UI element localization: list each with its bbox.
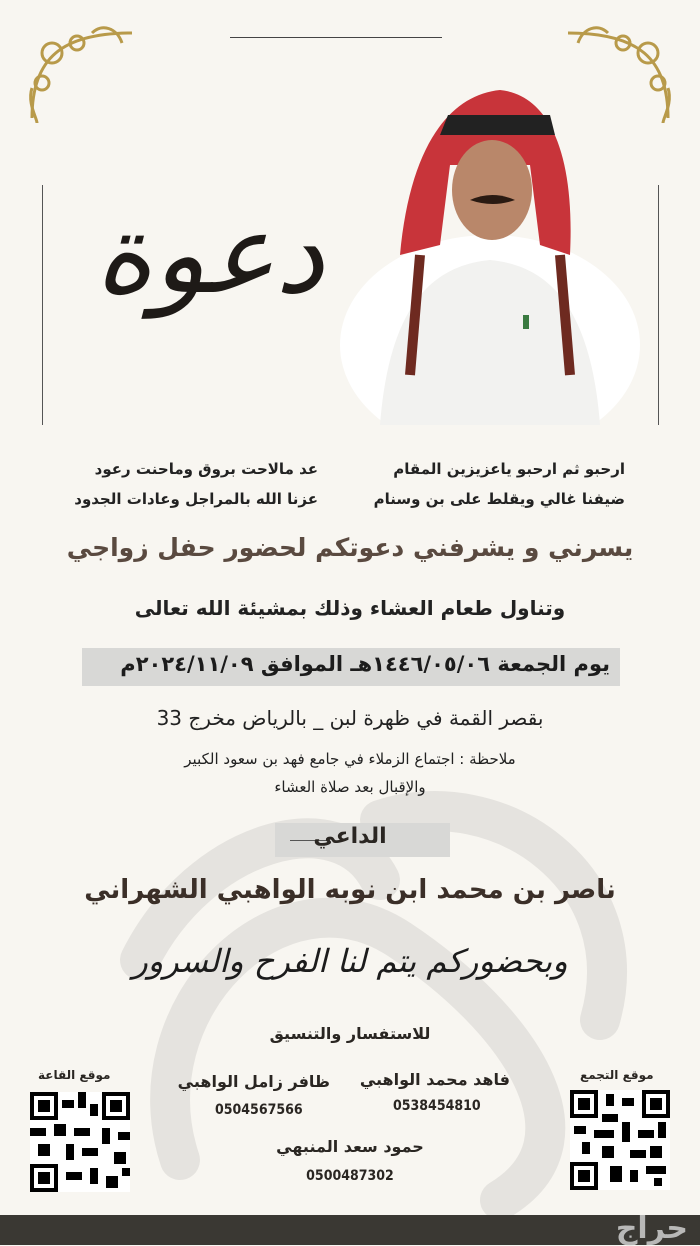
dinner-text: وتناول طعام العشاء وذلك بمشيئة الله تعالى bbox=[134, 596, 566, 620]
poem-line-1-right: ارحبو ثم ارحبو ياعزيزين المقام bbox=[393, 460, 625, 478]
poem-line-1-left: عد مالاحت بروق وماحنت رعود bbox=[94, 460, 318, 478]
invitation-main-text: يسرني و يشرفني دعوتكم لحضور حفل زواجي bbox=[66, 533, 634, 562]
venue-address: بقصر القمة في ظهرة لبن _ بالرياض مخرج 33 bbox=[156, 706, 544, 730]
left-divider bbox=[42, 185, 43, 425]
corner-ornament-left bbox=[22, 18, 142, 128]
contact-phone-2[interactable]: 0504567566 bbox=[215, 1102, 303, 1118]
poem-line-2-left: عزنا الله بالمراجل وعادات الجدود bbox=[74, 490, 318, 508]
invitation-title-calligraphy: دعوة bbox=[95, 190, 325, 318]
contact-phone-3[interactable]: 0500487302 bbox=[306, 1168, 394, 1184]
haraj-watermark: حراج bbox=[615, 1211, 688, 1246]
hall-qr-label: موقع القاعة bbox=[38, 1068, 111, 1082]
right-divider bbox=[658, 185, 659, 425]
event-date: يوم الجمعة ١٤٤٦/٠٥/٠٦هـ الموافق ٢٠٢٤/١١/٠٩م bbox=[120, 652, 610, 676]
host-name: ناصر بن محمد ابن نوبه الواهبي الشهراني bbox=[84, 875, 616, 905]
hall-location-qr[interactable] bbox=[30, 1092, 130, 1192]
groom-photo bbox=[340, 75, 640, 425]
contact-name-1: فاهد محمد الواهبي bbox=[359, 1070, 510, 1089]
poem-line-2-right: ضيفنا غالي ويقلط على بن وسنام bbox=[373, 490, 625, 508]
host-label: الداعي bbox=[313, 824, 387, 849]
contact-name-3: حمود سعد المنبهي bbox=[276, 1137, 424, 1156]
closing-calligraphy: وبحضوركم يتم لنا الفرح والسرور bbox=[132, 942, 568, 980]
gathering-location-qr[interactable] bbox=[570, 1090, 670, 1190]
contact-name-2: ظافر زامل الواهبي bbox=[177, 1072, 330, 1091]
top-divider bbox=[230, 37, 442, 38]
contacts-title: للاستفسار والتنسيق bbox=[269, 1024, 431, 1043]
note-line-2: والإقبال بعد صلاة العشاء bbox=[274, 778, 426, 796]
note-line-1: ملاحظة : اجتماع الزملاء في جامع فهد بن سعود الكبير bbox=[184, 750, 516, 768]
gathering-qr-label: موقع التجمع bbox=[580, 1068, 654, 1082]
contact-phone-1[interactable]: 0538454810 bbox=[393, 1098, 481, 1114]
footer-bar bbox=[0, 1215, 700, 1245]
